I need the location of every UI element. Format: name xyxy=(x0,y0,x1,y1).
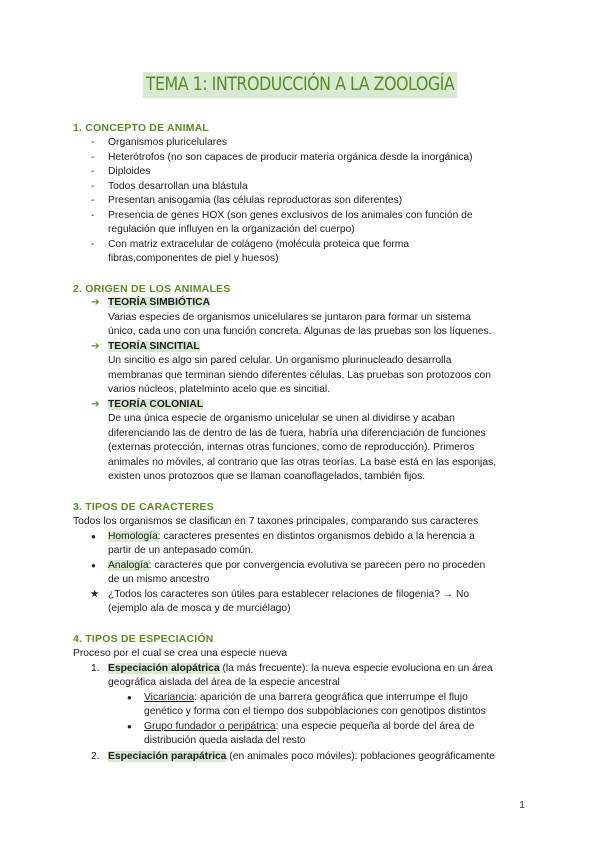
list-item: Todos desarrollan una blástula xyxy=(108,181,248,192)
bullet-icon: ● xyxy=(91,532,96,541)
list-item: Con matriz extracelular de colágeno (molécula proteica que forma xyxy=(108,239,410,250)
list-item: Presentan anisogamia (las células reproductoras son diferentes) xyxy=(108,195,403,206)
dash-icon: - xyxy=(91,210,95,221)
text-line: de un mismo ancestro xyxy=(108,574,210,585)
text-line: De una única especie de organismo unicelular se unen al dividirse y acaban xyxy=(108,413,455,424)
theory-heading: TEORÍA COLONIAL xyxy=(108,399,204,410)
bullet-icon: ● xyxy=(127,722,132,731)
list-item: Diploides xyxy=(108,166,151,177)
text-line: Proceso por el cual se crea una especie nueva xyxy=(73,648,288,659)
text-line: Varias especies de organismos unicelulares se juntaron para formar un sistema xyxy=(108,312,471,323)
text-line: geográfica aislada del área de la especie ancestral xyxy=(108,677,340,688)
text-line: distribución queda aislada del resto xyxy=(144,735,306,746)
page-title-text: TEMA 1: INTRODUCCIÓN A LA ZOOLOGÍA xyxy=(142,72,457,98)
text-line: diferenciando las de dentro de las de fuera, habría una diferenciación de funciones xyxy=(108,428,486,439)
text-line: Todos los organismos se clasifican en 7 taxones principales, comparando sus caracteres xyxy=(73,516,479,527)
section-4-heading: 4. TIPOS DE ESPECIACIÓN xyxy=(73,633,214,645)
page-number: 1 xyxy=(519,799,525,811)
text-line: Un sincitio es algo sin pared celular. Un organismo plurinucleado desarrolla xyxy=(108,355,452,366)
text-line: único, cada uno con una función concreta. Algunas de las pruebas son los líquenes. xyxy=(108,326,492,337)
dash-icon: - xyxy=(91,239,95,250)
list-item: Organismos pluricelulares xyxy=(108,137,228,148)
list-item-cont: fibras,componentes de piel y huesos) xyxy=(108,253,279,264)
text-line: genético y forma con el tiempo dos subpoblaciones con genotipos distintos xyxy=(144,706,486,717)
text-line: Especiación parapátrica (en animales poco móviles): poblaciones geográficamente xyxy=(108,751,495,762)
dash-icon: - xyxy=(91,166,95,177)
text-line: animales no móviles, al contrario que las otras teorías. La base está en las esponjas, xyxy=(108,457,497,468)
dash-icon: - xyxy=(91,181,95,192)
page-title xyxy=(42,74,558,95)
list-number: 1. xyxy=(91,663,100,674)
list-item-cont: regulación que influyen en la organización del cuerpo) xyxy=(108,224,355,235)
list-number: 2. xyxy=(91,751,100,762)
section-1-heading: 1. CONCEPTO DE ANIMAL xyxy=(73,122,210,134)
text-line: membranas que terminan siendo diferentes células. Las pruebas son protozoos con xyxy=(108,370,491,381)
dash-icon: - xyxy=(91,195,95,206)
dash-icon: - xyxy=(91,137,95,148)
text-line: existen unos protozoos que se llaman coanoflagelados, también fijos. xyxy=(108,471,426,482)
arrow-icon: ➔ xyxy=(91,341,100,352)
bullet-icon: ● xyxy=(91,561,96,570)
theory-heading: TEORÍA SIMBIÓTICA xyxy=(108,297,211,308)
text-line: Vicariancia: aparición de una barrera geográfica que interrumpe el flujo xyxy=(144,692,468,703)
dash-icon: - xyxy=(91,152,95,163)
text-line: partir de un antepasado común. xyxy=(108,545,254,556)
text-line: varios núcleos, platelminto acelo que es sincitial. xyxy=(108,384,331,395)
text-line: (externas protección, internas otras funciones, como de reproducción). Primeros xyxy=(108,442,475,453)
text-line: Especiación alopátrica (la más frecuente): la nueva especie evoluciona en un área xyxy=(108,663,493,674)
list-item: Heterótrofos (no son capaces de producir materia orgánica desde la inorgánica) xyxy=(108,152,473,163)
section-3-heading: 3. TIPOS DE CARACTERES xyxy=(73,501,214,513)
text-line: Analogía: caracteres que por convergencia evolutiva se parecen pero no proceden xyxy=(108,560,486,571)
arrow-icon: ➔ xyxy=(91,297,100,308)
section-2-heading: 2. ORIGEN DE LOS ANIMALES xyxy=(73,283,231,295)
text-line: ¿Todos los caracteres son útiles para establecer relaciones de filogenia? → No xyxy=(108,589,470,600)
theory-heading: TEORÍA SINCITIAL xyxy=(108,341,200,352)
text-line: (ejemplo ala de mosca y de murciélago) xyxy=(108,603,291,614)
text-line: Grupo fundador o peripátrica: una especie pequeña al borde del área de xyxy=(144,721,475,732)
arrow-icon: ➔ xyxy=(91,399,100,410)
text-line: Homología: caracteres presentes en distintos organismos debido a la herencia a xyxy=(108,531,475,542)
list-item: Presencia de genes HOX (son genes exclusivos de los animales con función de xyxy=(108,210,473,221)
star-icon: ★ xyxy=(90,589,100,600)
bullet-icon: ● xyxy=(127,693,132,702)
